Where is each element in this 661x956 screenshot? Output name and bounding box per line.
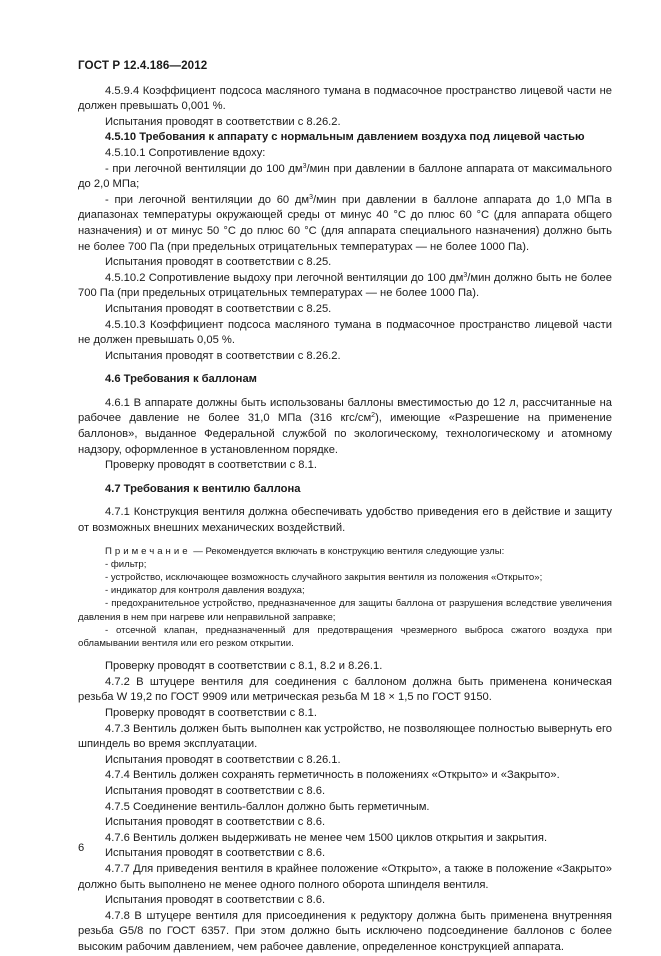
bullet-item — [78, 162, 612, 193]
text: 4.6.1 В аппарате должны быть использованы баллоны вместимостью до 12 л, рассчитанные на рабочее давление не более 31,0 МПа (316 кгс/см — [78, 396, 612, 425]
heading-4-7: 4.7 Требования к вентилю баллона — [105, 482, 301, 495]
text: ), имеющие «Разрешение на применение баллонов», выданное Федеральной службой по экологическому, технологическому и атомному надзору, оформленное в установленном порядке. — [78, 412, 612, 456]
text: /мин при давлении в баллоне аппарата от максимального до 2,0 МПа; — [78, 162, 612, 191]
heading-4-6: 4.6 Требования к баллонам — [105, 373, 257, 386]
clause-4-7-8: 4.7.8 В штуцере вентиля для присоединения к редуктору должна быть применена внутренняя резьба G5/8 по ГОСТ 6357. При этом должно быть исключено подсоединение баллонов с более высоким рабочим давлением, чем рабочее давление, определенное конструкцией аппарата. — [78, 909, 612, 953]
text: 4.5.10.2 Сопротивление выдоху при легочной вентиляции до 100 дм — [105, 271, 464, 284]
test-reference: Испытания проводят в соответствии с 8.25. — [105, 256, 332, 269]
clause-4-5-10-2 — [78, 271, 612, 302]
superscript: 3 — [463, 271, 468, 279]
test-reference: Испытания проводят в соответствии с 8.26.1. — [105, 753, 341, 766]
test-reference: Испытания проводят в соответствии с 8.26.2. — [105, 349, 341, 362]
test-reference: Испытания проводят в соответствии с 8.6. — [105, 816, 326, 829]
text: /мин при давлении в баллоне аппарата до 1,0 МПа в диапазонах температуры окружающей среды от минус 40 °С до плюс 60 °С (для аппарата общего назначения) и от минус 50 °С до плюс 60 °С (для аппарата специального назначения) должно быть не более 700 Па (при предельных отрицательных температурах — не более 1000 Па). — [78, 193, 612, 253]
text: /мин должно быть не более 700 Па (при предельных отрицательных температурах — не более 1000 Па). — [78, 271, 612, 300]
test-reference: Испытания проводят в соответствии с 8.25. — [105, 302, 332, 315]
document-page — [78, 58, 612, 956]
note-item: - индикатор для контроля давления воздуха; — [105, 585, 305, 597]
clause-4-5-10-1: 4.5.10.1 Сопротивление вдоху: — [105, 146, 266, 159]
note-item: - устройство, исключающее возможность случайного закрытия вентиля из положения «Открыто»; — [105, 572, 543, 584]
test-reference: Испытания проводят в соответствии с 8.26.2. — [105, 115, 341, 128]
clause-4-5-10-3: 4.5.10.3 Коэффициент подсоса масляного тумана в подмасочное пространство лицевой части не должен превышать 0,05 %. — [78, 318, 612, 347]
text: - при легочной вентиляции до 100 дм — [105, 162, 303, 175]
note-item: - предохранительное устройство, предназначенное для защиты баллона от разрушения вследствие увеличения давления в нем при нагреве или неправильной заправке; — [78, 598, 612, 623]
note-block — [78, 545, 612, 651]
clause-4-7-2: 4.7.2 В штуцере вентиля для соединения с баллоном должна быть применена коническая резьба W 19,2 по ГОСТ 9909 или метрическая резьба М 18 × 1,5 по ГОСТ 9150. — [78, 675, 612, 704]
superscript: 3 — [309, 193, 313, 201]
standard-header: ГОСТ Р 12.4.186—2012 — [78, 59, 208, 72]
check-reference: Проверку проводят в соответствии с 8.1. — [105, 459, 317, 472]
check-reference: Проверку проводят в соответствии с 8.1. — [105, 707, 317, 720]
clause-4-6-1 — [78, 396, 612, 458]
superscript: 2 — [371, 412, 376, 420]
superscript: 3 — [302, 162, 307, 170]
bullet-item — [78, 193, 612, 255]
clause-4-7-7: 4.7.7 Для приведения вентиля в крайнее положение «Открыто», а также в положение «Закрыто» должно быть выполнено не менее одного полного оборота шпинделя вентиля. — [78, 862, 612, 891]
test-reference: Испытания проводят в соответствии с 8.6. — [105, 847, 326, 860]
note-item: - отсечной клапан, предназначенный для предотвращения чрезмерного выброса сжатого воздуха при обламывании вентиля или его резком открытии. — [78, 624, 612, 650]
text: - при легочной вентиляции до 60 дм — [105, 193, 310, 206]
note-item: - фильтр; — [105, 558, 147, 570]
clause-4-7-6: 4.7.6 Вентиль должен выдерживать не менее чем 1500 циклов открытия и закрытия. — [105, 831, 548, 844]
clause-4-5-9-4: 4.5.9.4 Коэффициент подсоса масляного тумана в подмасочное пространство лицевой части не должен превышать 0,001 %. — [78, 84, 612, 113]
test-reference: Испытания проводят в соответствии с 8.6. — [105, 785, 326, 797]
page-number: 6 — [78, 842, 85, 854]
text: — Рекомендуется включать в конструкцию вентиля следующие узлы: — [190, 545, 505, 557]
clause-4-7-3: 4.7.3 Вентиль должен быть выполнен как устройство, не позволяющее полностью вывернуть его шпиндель во время эксплуатации. — [78, 722, 612, 751]
clause-4-7-4: 4.7.4 Вентиль должен сохранять герметичность в положениях «Открыто» и «Закрыто». — [105, 769, 560, 782]
clause-4-7-1: 4.7.1 Конструкция вентиля должна обеспечивать удобство приведения его в действие и защиту от возможных внешних механических воздействий. — [78, 506, 612, 535]
check-reference: Проверку проводят в соответствии с 8.1, 8.2 и 8.26.1. — [105, 660, 383, 673]
note-intro — [78, 545, 612, 558]
test-reference: Испытания проводят в соответствии с 8.6. — [105, 894, 326, 907]
heading-4-5-10: 4.5.10 Требования к аппарату с нормальным давлением воздуха под лицевой частью — [105, 131, 585, 144]
note-label: Примечание — [105, 545, 191, 557]
clause-4-7-5: 4.7.5 Соединение вентиль-баллон должно быть герметичным. — [105, 800, 430, 813]
